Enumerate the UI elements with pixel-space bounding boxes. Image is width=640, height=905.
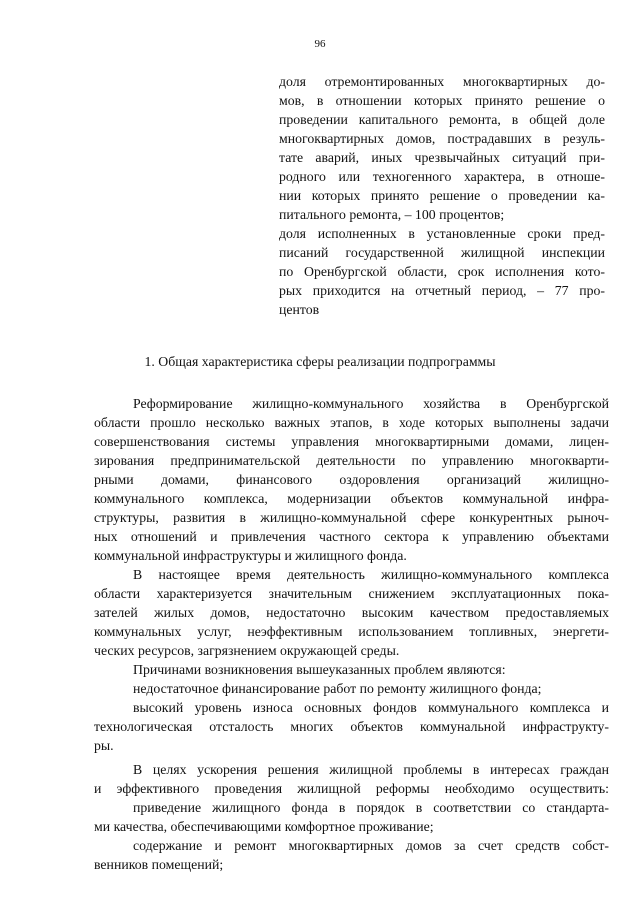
page-number: 96	[314, 38, 326, 50]
body-line: содержание и ремонт многоквартирных домов за счет средств собст-	[133, 838, 609, 853]
body-line: области прошло несколько важных этапов, в ходе которых выполнены задачи	[94, 415, 609, 430]
body-line: коммунальной инфраструктуры и жилищного фонда.	[94, 548, 407, 563]
body-line: венников помещений;	[94, 857, 224, 872]
body-line: ми качества, обеспечивающими комфортное проживание;	[94, 819, 434, 834]
top-line: доля исполненных в установленные сроки пред-	[279, 226, 605, 241]
body-line: ры.	[94, 738, 114, 753]
body-line: Реформирование жилищно-коммунального хозяйства в Оренбургской	[133, 396, 609, 411]
body-line: ных отношений и привлечения частного сектора к управлению объектами	[94, 529, 609, 544]
top-line: мов, в отношении которых принято решение о	[279, 93, 605, 108]
body-line: недостаточное финансирование работ по ремонту жилищного фонда;	[133, 681, 542, 696]
body-line: ческих ресурсов, загрязнением окружающей среды.	[94, 643, 400, 658]
top-line: рых приходится на отчетный период, – 77 про-	[279, 283, 605, 298]
body-line: приведение жилищного фонда в порядок в соответствии со стандарта-	[133, 800, 609, 815]
body-line: зирования предпринимательской деятельности по управлению многокварти-	[94, 453, 609, 468]
body-line: высокий уровень износа основных фондов коммунального комплекса и	[133, 700, 609, 715]
body-line: коммунальных услуг, неэффективным использованием топливных, энергети-	[94, 624, 609, 639]
body-line: В целях ускорения решения жилищной проблемы в интересах граждан	[133, 762, 609, 777]
body-line: Причинами возникновения вышеуказанных проблем являются:	[133, 662, 506, 677]
body-line: коммунального комплекса, модернизации объектов коммунальной инфра-	[94, 491, 609, 506]
top-line: многоквартирных домов, пострадавших в резуль-	[279, 131, 605, 146]
section-heading: 1. Общая характеристика сферы реализации подпрограммы	[144, 354, 496, 369]
top-line: родного или техногенного характера, в отноше-	[279, 169, 605, 184]
body-line: технологическая отсталость многих объектов коммунальной инфраструкту-	[94, 719, 609, 734]
body-line: рными домами, финансового оздоровления организаций жилищно-	[94, 472, 609, 487]
body-line: зателей жилых домов, недостаточно высоким качеством предоставляемых	[94, 605, 609, 620]
top-line: доля отремонтированных многоквартирных до-	[279, 74, 605, 89]
top-line: нии которых принято решение о проведении ка-	[279, 188, 605, 203]
top-line: питального ремонта, – 100 процентов;	[279, 207, 505, 222]
body-line: В настоящее время деятельность жилищно-коммунального комплекса	[133, 567, 609, 582]
body-line: области характеризуется значительным снижением эксплуатационных пока-	[94, 586, 609, 601]
body-line: совершенствования системы управления многоквартирными домами, лицен-	[94, 434, 609, 449]
top-line: по Оренбургской области, срок исполнения кото-	[279, 264, 605, 279]
body-line: и эффективного проведения жилищной реформы необходимо осуществить:	[94, 781, 609, 796]
top-line: писаний государственной жилищной инспекции	[279, 245, 605, 260]
top-line: центов	[279, 302, 320, 317]
top-line: тате аварий, иных чрезвычайных ситуаций при-	[279, 150, 605, 165]
body-line: структуры, развития в жилищно-коммунальной сфере конкурентных рыноч-	[94, 510, 609, 525]
top-line: проведении капитального ремонта, в общей доле	[279, 112, 605, 127]
